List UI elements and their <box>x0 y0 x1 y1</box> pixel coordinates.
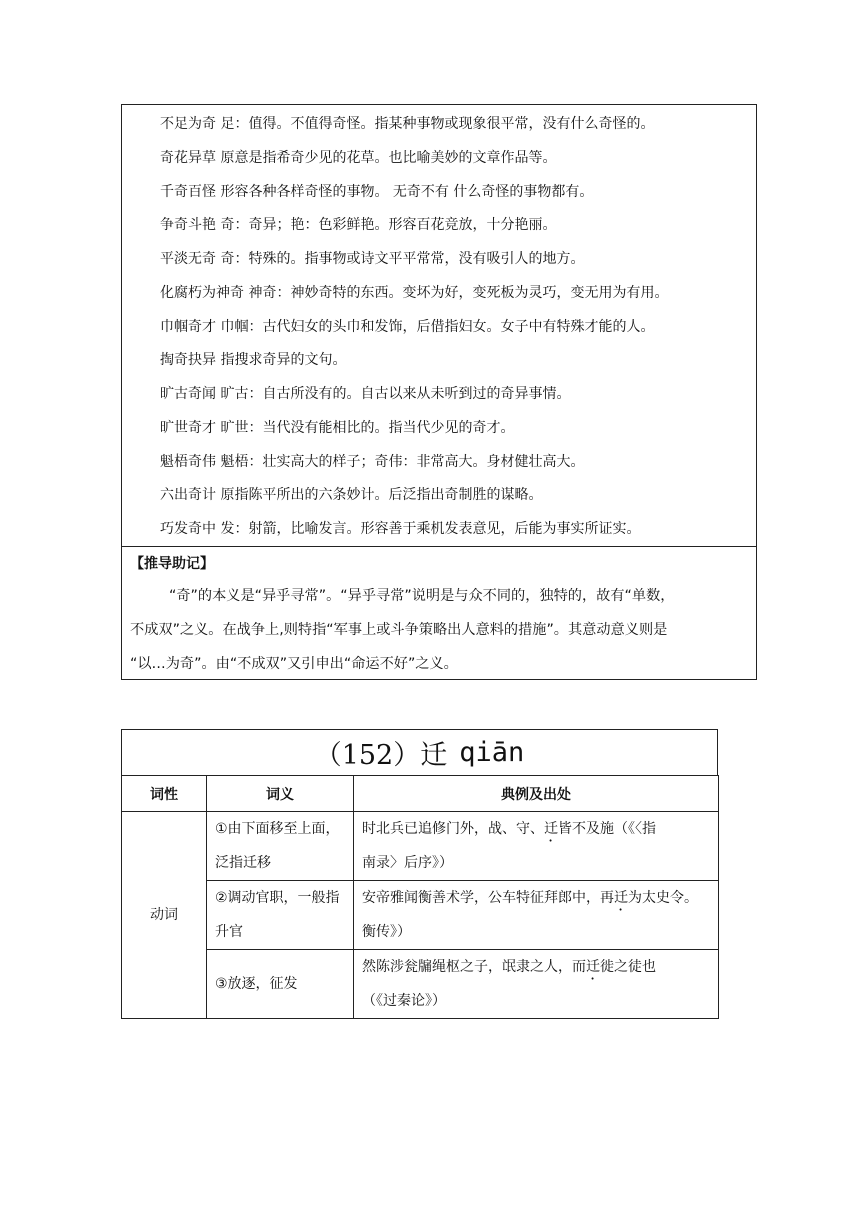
idiom-line: 争奇斗艳 奇：奇异；艳：色彩鲜艳。形容百花竞放，十分艳丽。 <box>160 217 557 233</box>
meaning-line: ②调动官职，一般指 <box>215 890 340 906</box>
mnemonic-paragraph <box>130 579 750 681</box>
emphasis-char: 迁 <box>586 959 600 975</box>
table-row <box>122 950 719 1019</box>
header-meaning: 词义 <box>207 776 354 812</box>
example-cell <box>354 812 719 881</box>
entry-title-text: （152）迁 <box>314 740 448 771</box>
meaning-line: 升官 <box>215 924 243 940</box>
header-pos: 词性 <box>122 776 207 812</box>
idiom-line: 巧发奇中 发：射箭，比喻发言。形容善于乘机发表意见，后能为事实所证实。 <box>160 521 641 537</box>
meaning-cell <box>207 950 354 1019</box>
entry-table <box>121 775 719 1019</box>
example-text: 为太史令。 <box>628 890 698 906</box>
example-line <box>362 950 710 984</box>
emphasis-char: 迁 <box>614 890 628 906</box>
emphasis-char: 迁 <box>544 821 558 837</box>
mnemonic-line: “奇”的本义是“异乎寻常”。“异乎寻常”说明是与众不同的，独特的，故有“单数， <box>169 588 675 604</box>
mnemonic-line: “以…为奇”。由“不成双”又引申出“命运不好”之义。 <box>130 656 458 672</box>
idiom-line: 化腐朽为神奇 神奇：神妙奇特的东西。变坏为好，变死板为灵巧，变无用为有用。 <box>160 285 669 301</box>
mnemonic-heading: 【推导助记】 <box>130 556 214 572</box>
idiom-list <box>122 105 756 547</box>
idiom-line: 奇花异草 原意是指希奇少见的花草。也比喻美妙的文章作品等。 <box>160 150 557 166</box>
idiom-line: 魁梧奇伟 魁梧：壮实高大的样子；奇伟：非常高大。身材健壮高大。 <box>160 454 585 470</box>
idiom-line: 巾帼奇才 巾帼：古代妇女的头巾和发饰，后借指妇女。女子中有特殊才能的人。 <box>160 319 655 335</box>
pos-cell: 动词 <box>122 812 207 1019</box>
entry-title <box>121 729 718 776</box>
meaning-cell <box>207 881 354 950</box>
header-example: 典例及出处 <box>354 776 719 812</box>
idiom-line: 六出奇计 原指陈平所出的六条妙计。后泛指出奇制胜的谋略。 <box>160 487 543 503</box>
mnemonic-line: 不成双”之义。在战争上,则特指“军事上或斗争策略出人意料的措施”。其意动意义则是 <box>130 622 668 638</box>
meaning-cell <box>207 812 354 881</box>
example-line: 衡传》） <box>362 924 411 940</box>
idiom-line: 掏奇抉异 指搜求奇异的文句。 <box>160 352 347 368</box>
idiom-line: 旷世奇才 旷世：当代没有能相比的。指当代少见的奇才。 <box>160 420 515 436</box>
example-text: 时北兵已追修门外，战、守、 <box>362 821 544 837</box>
example-line <box>362 812 710 846</box>
meaning-line: 泛指迁移 <box>215 855 271 871</box>
table-row <box>122 812 719 881</box>
example-text: 徙之徒也 <box>600 959 656 975</box>
example-text: 然陈涉瓮牖绳枢之子，氓隶之人，而 <box>362 959 586 975</box>
example-text: 安帝雅闻衡善术学，公车特征拜郎中，再 <box>362 890 614 906</box>
meaning-line: ①由下面移至上面， <box>215 821 340 837</box>
example-cell <box>354 881 719 950</box>
idiom-box <box>121 104 757 680</box>
table-header-row <box>122 776 719 812</box>
entry-pinyin: qiān <box>459 737 525 768</box>
idiom-line: 旷古奇闻 旷古：自古所没有的。自古以来从未听到过的奇异事情。 <box>160 386 571 402</box>
idiom-line: 平淡无奇 奇：特殊的。指事物或诗文平平常常，没有吸引人的地方。 <box>160 251 585 267</box>
example-cell <box>354 950 719 1019</box>
example-line <box>362 881 710 915</box>
idiom-line: 千奇百怪 形容各种各样奇怪的事物。 无奇不有 什么奇怪的事物都有。 <box>160 184 594 200</box>
idiom-line: 不足为奇 足：值得。不值得奇怪。指某种事物或现象很平常，没有什么奇怪的。 <box>160 116 655 132</box>
table-row <box>122 881 719 950</box>
example-line: （《过秦论》） <box>362 993 446 1009</box>
example-text: 皆不及施（《〈指 <box>558 821 656 837</box>
example-line: 南录〉后序》） <box>362 855 453 871</box>
meaning-line: ③放逐，征发 <box>215 976 298 992</box>
